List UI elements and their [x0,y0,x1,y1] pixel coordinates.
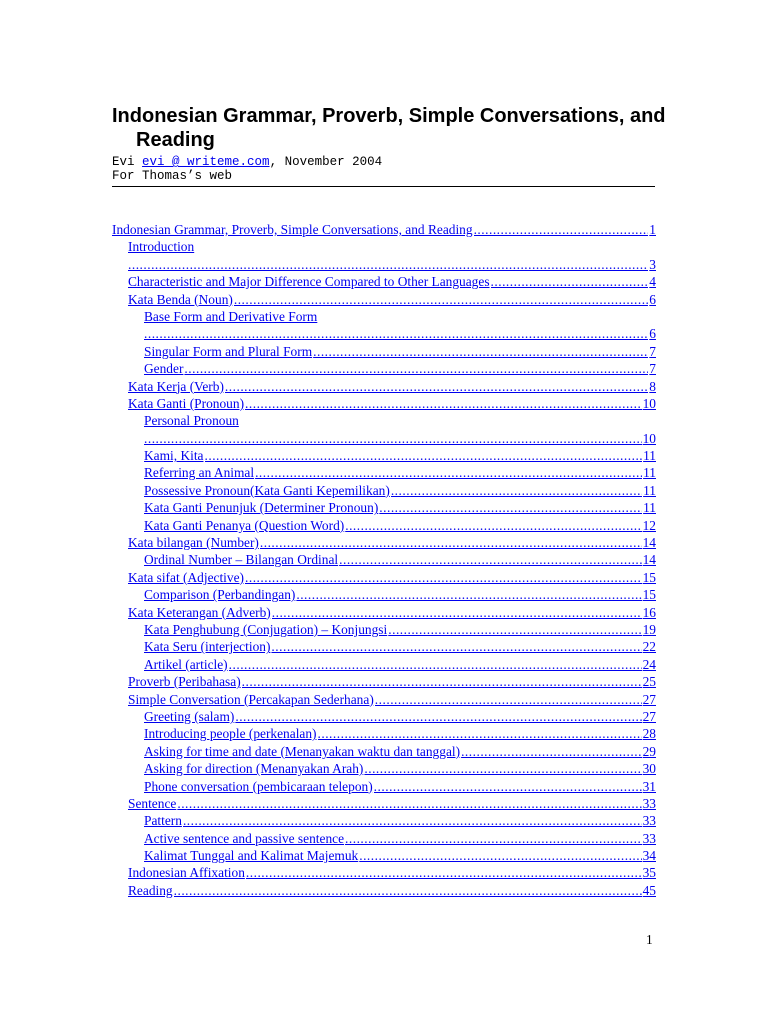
page-number: 1 [646,932,653,947]
toc-entry-title: Asking for time and date (Menanyakan waktu dan tanggal) [144,743,461,759]
toc-entry-page: 8 [649,378,656,394]
toc-entry-page: 27 [642,691,656,707]
toc-dot-leader [379,499,642,516]
toc-entry-title: Comparison (Perbandingan) [144,587,296,603]
toc-dot-leader [205,447,643,464]
toc-entry[interactable] [112,604,656,621]
toc-entry-title: Simple Conversation (Percakapan Sederhana) [128,691,374,707]
toc-entry-title: Singular Form and Plural Form [144,343,313,359]
toc-entry-title: Reading [128,882,173,898]
toc-entry-title: Ordinal Number – Bilangan Ordinal [144,552,339,568]
toc-entry-page: 15 [642,587,656,603]
toc-entry-title: Active sentence and passive sentence [144,830,345,846]
toc-dot-leader [174,882,642,899]
toc-entry[interactable] [112,273,656,290]
toc-entry[interactable] [112,586,656,603]
toc-dot-leader [183,812,642,829]
toc-entry-title: Kami, Kita [144,448,204,464]
toc-dot-leader [374,778,642,795]
toc-entry-title: Kata Ganti Penanya (Question Word) [144,517,345,533]
toc-dot-leader [345,830,642,847]
toc-entry-title: Kata Penghubung (Conjugation) – Konjungsi [144,621,388,637]
toc-entry[interactable] [112,534,656,551]
toc-entry-page: 45 [642,882,656,898]
toc-entry-page: 33 [642,813,656,829]
author-name: Evi [112,155,135,169]
toc-entry[interactable] [112,656,656,673]
toc-entry[interactable] [112,691,656,708]
document-meta [112,155,382,183]
toc-entry-page: 14 [642,552,656,568]
toc-entry[interactable] [112,291,656,308]
toc-entry[interactable] [112,517,656,534]
toc-entry-page: 7 [649,343,656,359]
dedication-line: For Thomas’s web [112,169,233,183]
table-of-contents [112,221,656,899]
toc-entry-page: 1 [649,222,656,237]
toc-entry[interactable] [112,569,656,586]
toc-dot-leader [388,621,641,638]
toc-entry[interactable] [112,864,656,881]
toc-entry-page: 27 [642,708,656,724]
toc-entry[interactable] [112,308,656,325]
toc-dot-leader [296,586,641,603]
toc-dot-leader [461,743,642,760]
toc-entry-title: Phone conversation (pembicaraan telepon) [144,778,373,794]
toc-dot-leader [375,691,642,708]
toc-dot-leader [246,864,642,881]
toc-dot-leader [245,569,642,586]
toc-entry-page: 14 [642,535,656,551]
toc-entry-title: Referring an Animal [144,465,255,481]
toc-entry-page: 15 [642,569,656,585]
toc-entry-title: Possessive Pronoun(Kata Ganti Kepemilikan) [144,482,390,498]
toc-entry[interactable] [112,725,656,742]
toc-entry[interactable] [112,464,656,481]
toc-entry-page: 19 [642,621,656,637]
toc-entry-title: Introducing people (perkenalan) [144,726,317,742]
toc-entry-title: Kata Ganti (Pronoun) [128,395,245,411]
header-divider [112,186,655,187]
toc-entry-page: 34 [642,848,656,864]
toc-entry-title: Kata Ganti Penunjuk (Determiner Pronoun) [144,500,379,516]
toc-entry[interactable] [112,760,656,777]
toc-dot-leader [128,256,648,273]
toc-entry-title: Introduction [128,239,195,255]
toc-entry-title: Asking for direction (Menanyakan Arah) [144,761,364,777]
toc-dot-leader [184,360,648,377]
toc-entry-page: 11 [643,482,656,498]
toc-entry[interactable] [112,499,656,516]
toc-entry-page: 7 [649,361,656,377]
toc-entry[interactable] [112,238,656,255]
toc-entry-page: 3 [649,256,656,272]
toc-entry-page: 6 [649,326,656,342]
toc-dot-leader [242,673,642,690]
toc-entry-page: 12 [642,517,656,533]
toc-entry-title: Proverb (Peribahasa) [128,674,241,690]
toc-dot-leader [255,464,642,481]
toc-entry-page: 28 [642,726,656,742]
toc-entry[interactable] [112,378,656,395]
toc-dot-leader [260,534,642,551]
toc-entry-page: 10 [642,395,656,411]
toc-entry[interactable] [112,430,656,447]
toc-entry-page: 16 [642,604,656,620]
toc-entry-title: Pattern [144,813,182,829]
toc-entry-page: 25 [642,674,656,690]
toc-dot-leader [474,221,649,238]
toc-entry-title: Kalimat Tunggal and Kalimat Majemuk [144,848,359,864]
toc-dot-leader [491,273,649,290]
toc-entry[interactable] [112,638,656,655]
author-line [112,155,382,169]
toc-entry-title: Kata Keterangan (Adverb) [128,604,271,620]
toc-entry[interactable] [112,708,656,725]
toc-entry[interactable] [112,778,656,795]
toc-entry[interactable] [112,395,656,412]
toc-dot-leader [144,430,642,447]
toc-entry-page: 29 [642,743,656,759]
toc-entry-title: Kata sifat (Adjective) [128,569,244,585]
toc-entry[interactable] [112,325,656,342]
toc-entry[interactable] [112,830,656,847]
toc-entry-page: 11 [643,465,656,481]
toc-entry[interactable] [112,551,656,568]
toc-entry-page: 22 [642,639,656,655]
document-date: , November 2004 [269,155,383,169]
toc-entry[interactable] [112,673,656,690]
toc-dot-leader [313,343,648,360]
toc-entry-title: Sentence [128,795,177,811]
toc-dot-leader [391,482,642,499]
toc-entry-page: 31 [642,778,656,794]
toc-entry[interactable] [112,812,656,829]
author-email-link[interactable]: evi @ writeme.com [142,155,270,169]
toc-entry-page: 35 [642,865,656,881]
toc-entry-title: Characteristic and Major Difference Compared to Other Languages [128,274,490,290]
toc-dot-leader [339,551,641,568]
toc-entry-page: 4 [649,274,656,290]
toc-entry-title: Kata Seru (interjection) [144,639,271,655]
toc-entry[interactable] [112,743,656,760]
toc-entry-title: Kata bilangan (Number) [128,535,259,551]
toc-entry-title: Greeting (salam) [144,708,235,724]
toc-entry[interactable] [112,412,656,429]
toc-entry[interactable] [112,256,656,273]
toc-dot-leader [271,638,641,655]
toc-entry-title: Personal Pronoun [144,413,239,429]
toc-dot-leader [234,291,648,308]
toc-dot-leader [245,395,642,412]
toc-entry-title: Base Form and Derivative Form [144,308,318,324]
toc-dot-leader [272,604,642,621]
toc-entry[interactable] [112,447,656,464]
toc-entry[interactable] [112,360,656,377]
toc-entry-page: 24 [642,656,656,672]
toc-entry-page: 11 [643,500,656,516]
toc-dot-leader [318,725,642,742]
toc-entry-page: 33 [642,795,656,811]
toc-dot-leader [359,847,641,864]
toc-dot-leader [364,760,641,777]
toc-dot-leader [144,325,648,342]
toc-entry-page: 11 [643,448,656,464]
toc-entry-page: 10 [642,430,656,446]
toc-entry[interactable] [112,343,656,360]
toc-dot-leader [229,656,642,673]
document-title: Indonesian Grammar, Proverb, Simple Conversations, and Reading [112,105,666,151]
toc-entry-title: Gender [144,361,184,377]
toc-entry[interactable] [112,795,656,812]
toc-entry-page: 33 [642,830,656,846]
toc-entry-title: Indonesian Affixation [128,865,245,881]
toc-dot-leader [345,517,641,534]
toc-entry-title: Artikel (article) [144,656,228,672]
toc-dot-leader [177,795,641,812]
toc-entry-title: Kata Benda (Noun) [128,291,233,307]
toc-entry-title: Kata Kerja (Verb) [128,378,224,394]
toc-entry[interactable] [112,482,656,499]
toc-entry[interactable] [112,621,656,638]
toc-dot-leader [235,708,641,725]
toc-entry-page: 6 [649,291,656,307]
toc-dot-leader [225,378,648,395]
toc-entry-page: 30 [642,761,656,777]
toc-entry[interactable] [112,847,656,864]
toc-entry[interactable] [112,882,656,899]
toc-entry[interactable] [112,221,656,238]
toc-entry-title: Indonesian Grammar, Proverb, Simple Conversations, and Reading [112,222,473,237]
